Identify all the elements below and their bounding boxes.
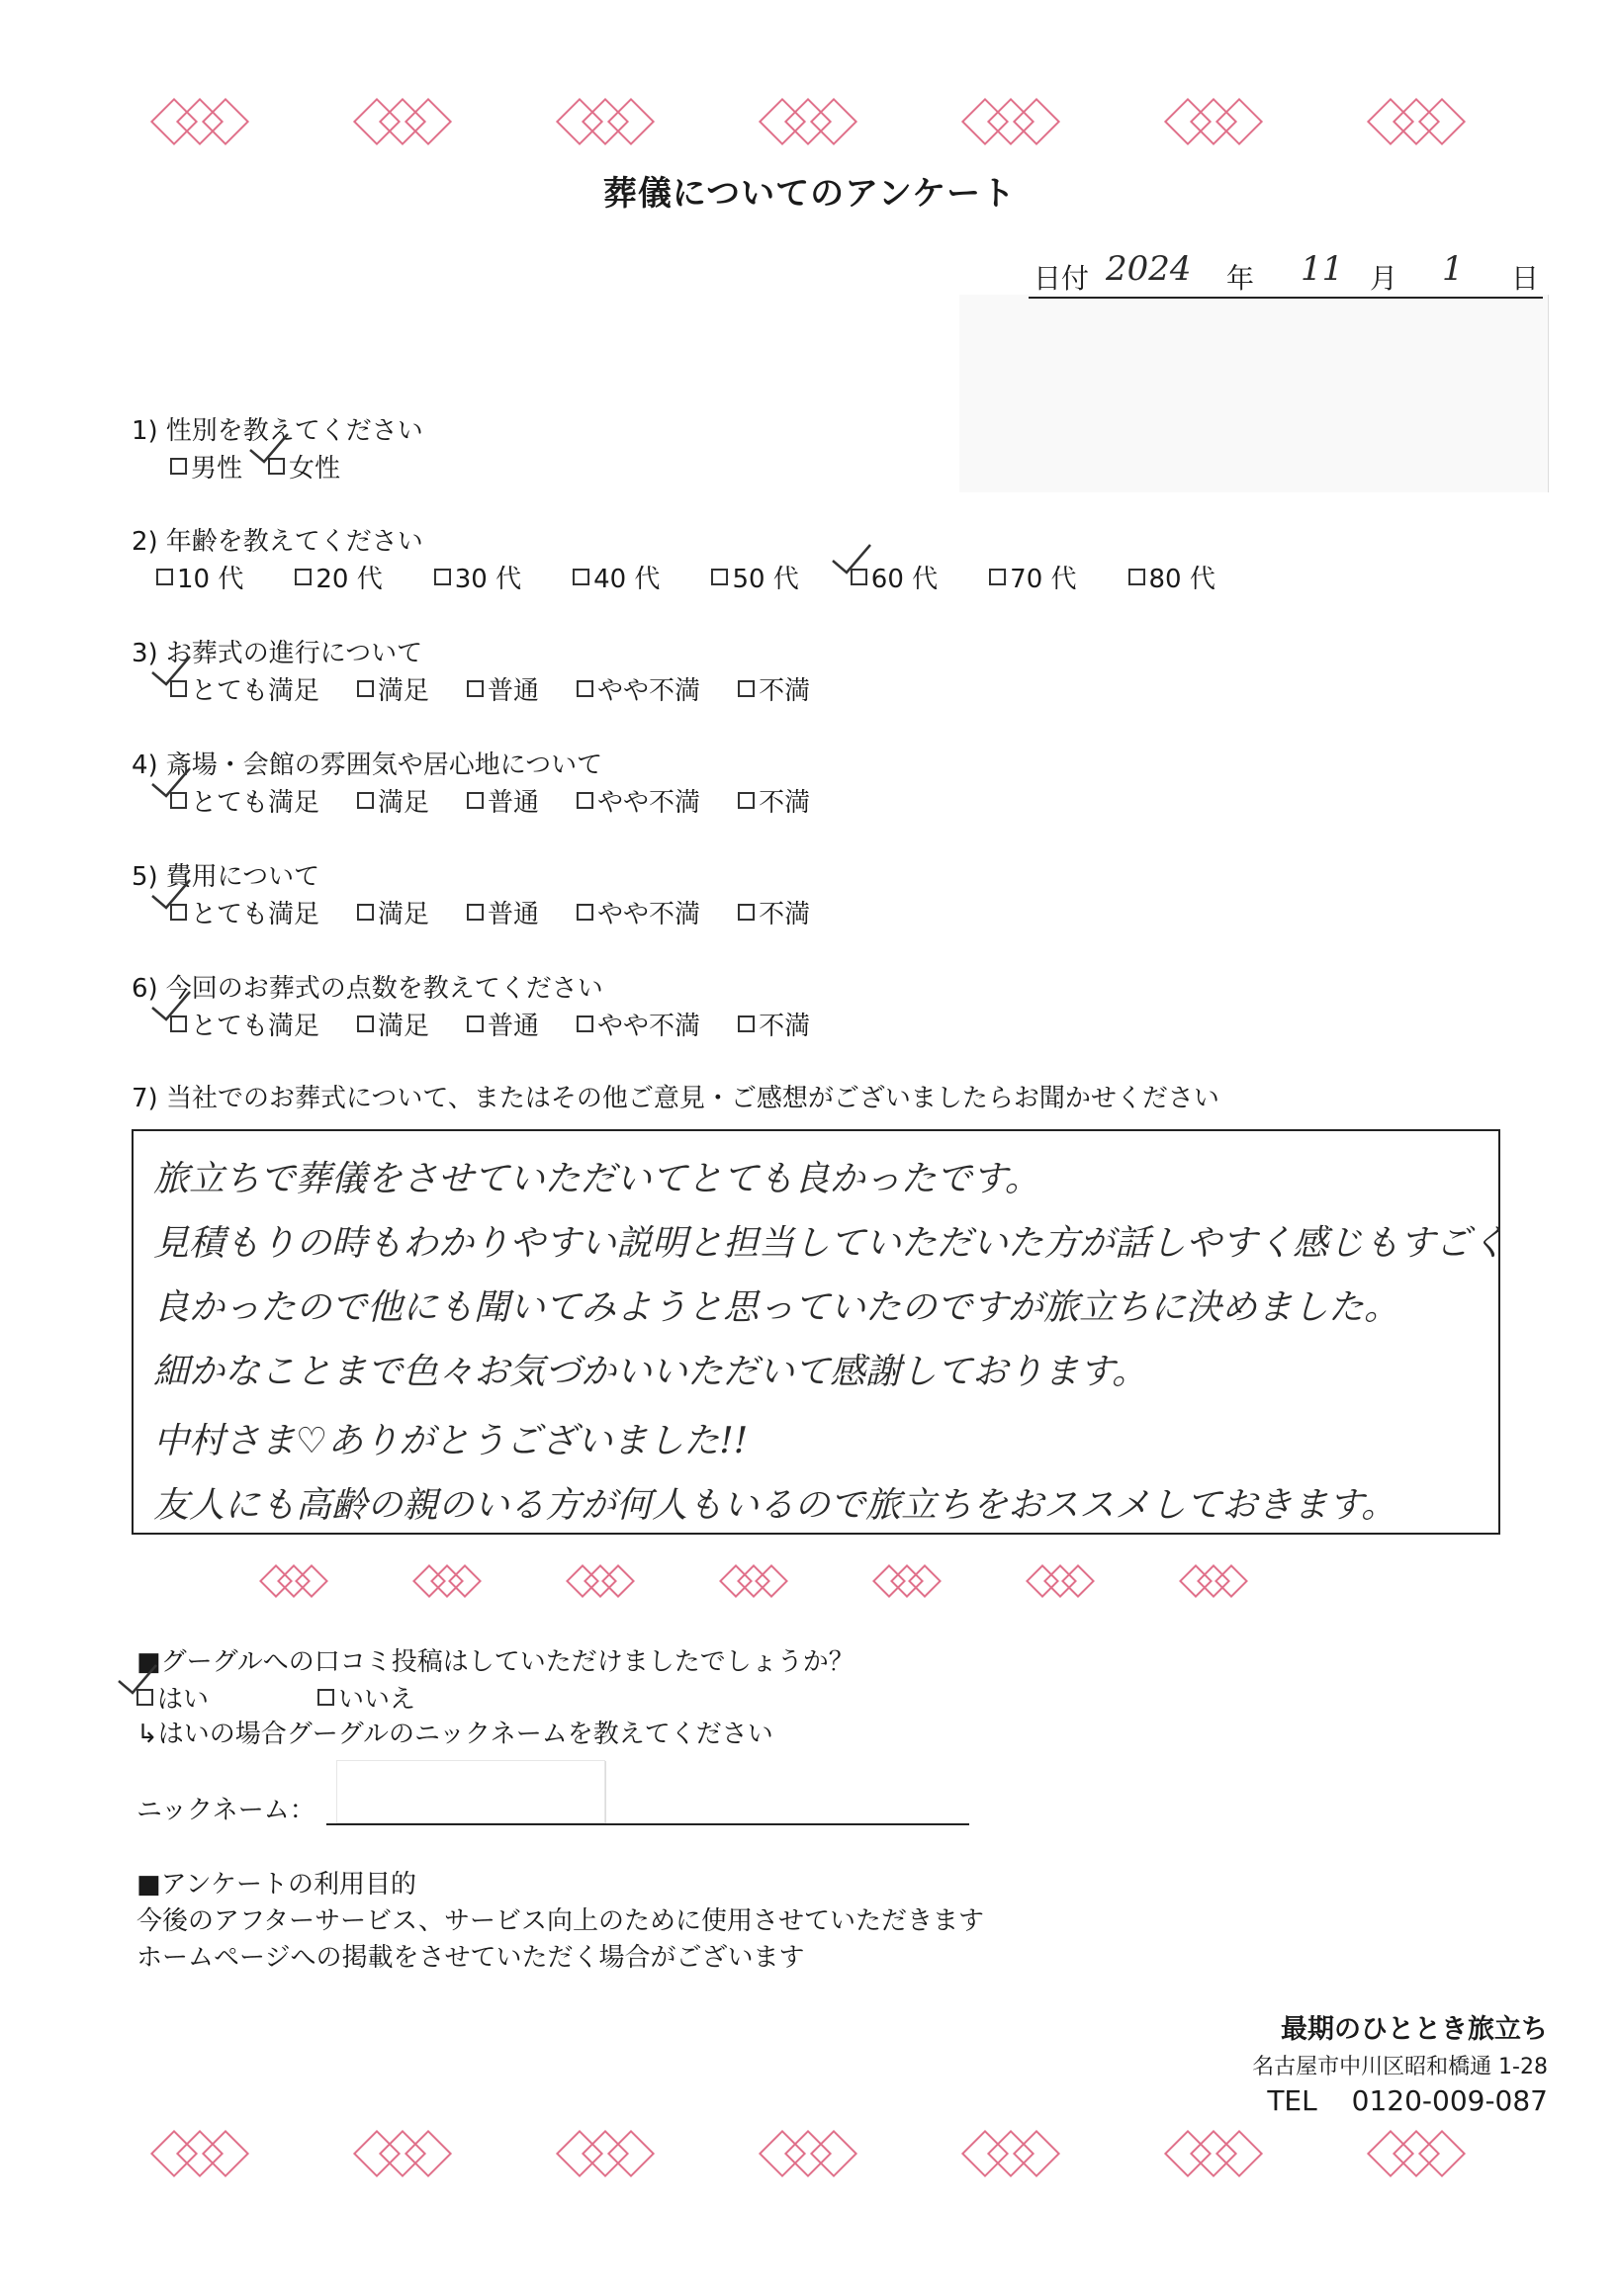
- q7-heading: [132, 1078, 1219, 1114]
- option[interactable]: [170, 1006, 319, 1042]
- option-label: 70 代: [1010, 565, 1077, 594]
- option[interactable]: [573, 559, 660, 595]
- option-label: 40 代: [593, 565, 661, 594]
- checkmark-icon: [150, 764, 196, 804]
- checkbox-icon: [738, 1016, 755, 1032]
- checkbox-icon: [357, 792, 374, 809]
- option[interactable]: [467, 782, 539, 819]
- comment-box[interactable]: [132, 1129, 1507, 1535]
- option[interactable]: [577, 670, 700, 707]
- option-label: 80 代: [1148, 565, 1215, 594]
- question-text: 斎場・会館の雰囲気や居心地について: [165, 751, 603, 780]
- option[interactable]: [170, 670, 319, 707]
- checkbox-icon: [573, 569, 589, 585]
- purpose-line-1: 今後のアフターサービス、サービス向上のために使用させていただきます: [136, 1906, 984, 1936]
- option[interactable]: [738, 670, 810, 707]
- option-label: 普通: [488, 900, 540, 929]
- year-label: 年: [1226, 262, 1255, 295]
- question-text: 今回のお葬式の点数を教えてください: [165, 974, 603, 1004]
- option-label: 50 代: [732, 565, 799, 594]
- nickname-label: ニックネーム：: [136, 1796, 315, 1825]
- redaction-patch: [336, 1760, 605, 1823]
- question-5-options: [170, 894, 848, 930]
- option-label: 普通: [488, 676, 540, 706]
- question-number: 1): [132, 416, 158, 446]
- question-text: お葬式の進行について: [165, 639, 423, 668]
- company-name: 最期のひととき旅立ち: [1281, 2014, 1548, 2045]
- question-number: 3): [132, 639, 158, 668]
- option-label: やや不満: [597, 788, 701, 818]
- checkmark-icon: [117, 1661, 162, 1701]
- checkbox-icon: [317, 1689, 334, 1706]
- scan-artifact: [959, 295, 1549, 492]
- date-line: [1029, 247, 1543, 299]
- comment-line-3: 良かったので他にも聞いてみようと思っていたのですが旅立ちに決めました。: [153, 1287, 1400, 1328]
- checkmark-icon: [831, 541, 876, 580]
- option-label: 不満: [759, 900, 811, 929]
- question-number: 6): [132, 974, 158, 1004]
- option-label: 不満: [759, 788, 811, 818]
- option[interactable]: [1128, 559, 1215, 595]
- option-label: 不満: [759, 676, 811, 706]
- google-options: [136, 1679, 453, 1716]
- option-label: 不満: [759, 1012, 811, 1041]
- question-text: 年齢を教えてください: [165, 527, 423, 557]
- option[interactable]: [434, 559, 521, 595]
- q7-text: 当社でのお葬式について、またはその他ご意見・ご感想がございましたらお聞かせください: [165, 1084, 1219, 1113]
- option-label: 普通: [488, 788, 540, 818]
- top-diamond-ornament: [138, 94, 1543, 163]
- comment-line-4: 細かなことまで色々お気づかいいただいて感謝しております。: [153, 1352, 1148, 1392]
- option[interactable]: [357, 1006, 429, 1042]
- google-option-yes-label: はい: [157, 1685, 210, 1715]
- checkbox-icon: [357, 1016, 374, 1032]
- checkmark-icon: [150, 876, 196, 916]
- question-number: 5): [132, 862, 158, 892]
- checkbox-icon: [577, 1016, 593, 1032]
- checkmark-icon: [248, 430, 294, 470]
- checkbox-icon: [577, 904, 593, 921]
- option-label: 満足: [378, 676, 430, 706]
- option-label: やや不満: [597, 676, 701, 706]
- comment-line-5: 中村さま♡ありがとうございました!!: [153, 1421, 749, 1461]
- question-number: 4): [132, 751, 158, 780]
- option-label: 満足: [378, 1012, 430, 1041]
- question-2-heading: [132, 521, 423, 558]
- option[interactable]: [467, 670, 539, 707]
- checkbox-icon: [577, 680, 593, 697]
- question-6-heading: [132, 968, 603, 1005]
- option[interactable]: [170, 782, 319, 819]
- option[interactable]: [577, 894, 700, 930]
- option-label: 男性: [191, 454, 243, 484]
- form-title: 葬儀についてのアンケート: [602, 174, 1017, 214]
- checkbox-icon: [577, 792, 593, 809]
- google-option-yes[interactable]: [136, 1679, 209, 1716]
- checkbox-icon: [295, 569, 312, 585]
- question-number: 2): [132, 527, 158, 557]
- google-followup: ↳はいの場合グーグルのニックネームを教えてください: [136, 1720, 773, 1749]
- nickname-field[interactable]: [326, 1819, 969, 1825]
- checkbox-icon: [738, 904, 755, 921]
- checkbox-icon: [357, 904, 374, 921]
- checkbox-icon: [467, 904, 484, 921]
- checkbox-icon: [738, 792, 755, 809]
- comment-line-1: 旅立ちで葬儀をさせていただいてとても良かったです。: [153, 1159, 1040, 1199]
- company-address: 名古屋市中川区昭和橋通 1-28: [1252, 2055, 1548, 2079]
- option[interactable]: [851, 559, 938, 595]
- option[interactable]: [738, 894, 810, 930]
- option[interactable]: [989, 559, 1076, 595]
- question-3-options: [170, 670, 848, 707]
- date-year-value[interactable]: 2024: [1106, 249, 1192, 289]
- company-tel: [1267, 2084, 1548, 2117]
- question-6-options: [170, 1006, 848, 1042]
- purpose-line-2: ホームページへの掲載をさせていただく場合がございます: [136, 1943, 805, 1973]
- checkbox-icon: [170, 458, 187, 475]
- checkbox-icon: [738, 680, 755, 697]
- option[interactable]: [170, 894, 319, 930]
- option[interactable]: [357, 782, 429, 819]
- checkbox-icon: [467, 680, 484, 697]
- option-label: 30 代: [454, 565, 522, 594]
- option-label: 60 代: [870, 565, 939, 594]
- date-label: 日付: [1034, 262, 1090, 295]
- middle-diamond-ornament: [247, 1556, 1394, 1616]
- option[interactable]: [156, 559, 243, 595]
- option[interactable]: [357, 670, 429, 707]
- option[interactable]: [738, 1006, 810, 1042]
- option-label: 満足: [378, 788, 430, 818]
- option[interactable]: [738, 782, 810, 819]
- checkbox-icon: [989, 569, 1006, 585]
- option-label: 満足: [378, 900, 430, 929]
- option-label: やや不満: [597, 900, 701, 929]
- option[interactable]: [357, 894, 429, 930]
- checkbox-icon: [1128, 569, 1145, 585]
- question-4-heading: [132, 745, 602, 781]
- question-1-options: [170, 448, 366, 485]
- tel-number: 0120-009-087: [1351, 2084, 1548, 2117]
- checkmark-icon: [150, 653, 196, 692]
- question-4-options: [170, 782, 848, 819]
- google-option-no[interactable]: [317, 1679, 415, 1716]
- option[interactable]: [295, 559, 382, 595]
- option-label: とても満足: [191, 676, 320, 706]
- day-label: 日: [1511, 262, 1540, 295]
- question-text: 性別を教えてください: [165, 416, 423, 446]
- checkbox-icon: [357, 680, 374, 697]
- tel-label: TEL: [1267, 2084, 1317, 2117]
- option-label: 普通: [488, 1012, 540, 1041]
- comment-line-6: 友人にも高齢の親のいる方が何人もいるので旅立ちをおススメしておきます。: [153, 1485, 1397, 1526]
- option-label: 女性: [289, 454, 341, 484]
- purpose-heading: ■アンケートの利用目的: [136, 1870, 417, 1899]
- checkbox-icon: [467, 1016, 484, 1032]
- option[interactable]: [467, 894, 539, 930]
- bottom-diamond-ornament: [138, 2126, 1543, 2195]
- option-label: 10 代: [177, 565, 244, 594]
- q7-number: 7): [132, 1084, 158, 1113]
- option-label: とても満足: [191, 788, 320, 818]
- google-question: ■グーグルへの口コミ投稿はしていただけましたでしょうか？: [136, 1647, 854, 1677]
- option[interactable]: [711, 559, 798, 595]
- checkbox-icon: [467, 792, 484, 809]
- checkmark-icon: [150, 988, 196, 1027]
- question-2-options: [156, 559, 1267, 595]
- option[interactable]: [577, 1006, 700, 1042]
- option-label: やや不満: [597, 1012, 701, 1041]
- option[interactable]: [268, 448, 340, 485]
- date-month-value[interactable]: 11: [1301, 249, 1344, 289]
- google-option-no-label: いいえ: [338, 1685, 416, 1715]
- month-label: 月: [1370, 262, 1398, 295]
- checkbox-icon: [434, 569, 451, 585]
- date-day-value[interactable]: 1: [1442, 249, 1464, 289]
- option-label: とても満足: [191, 1012, 320, 1041]
- checkbox-icon: [711, 569, 728, 585]
- comment-line-2: 見積もりの時もわかりやすい説明と担当していただいた方が話しやすく感じもすごく: [153, 1223, 1507, 1264]
- option[interactable]: [467, 1006, 539, 1042]
- option[interactable]: [577, 782, 700, 819]
- option-label: とても満足: [191, 900, 320, 929]
- option-label: 20 代: [315, 565, 383, 594]
- question-text: 費用について: [165, 862, 320, 892]
- checkbox-icon: [156, 569, 173, 585]
- option[interactable]: [170, 448, 242, 485]
